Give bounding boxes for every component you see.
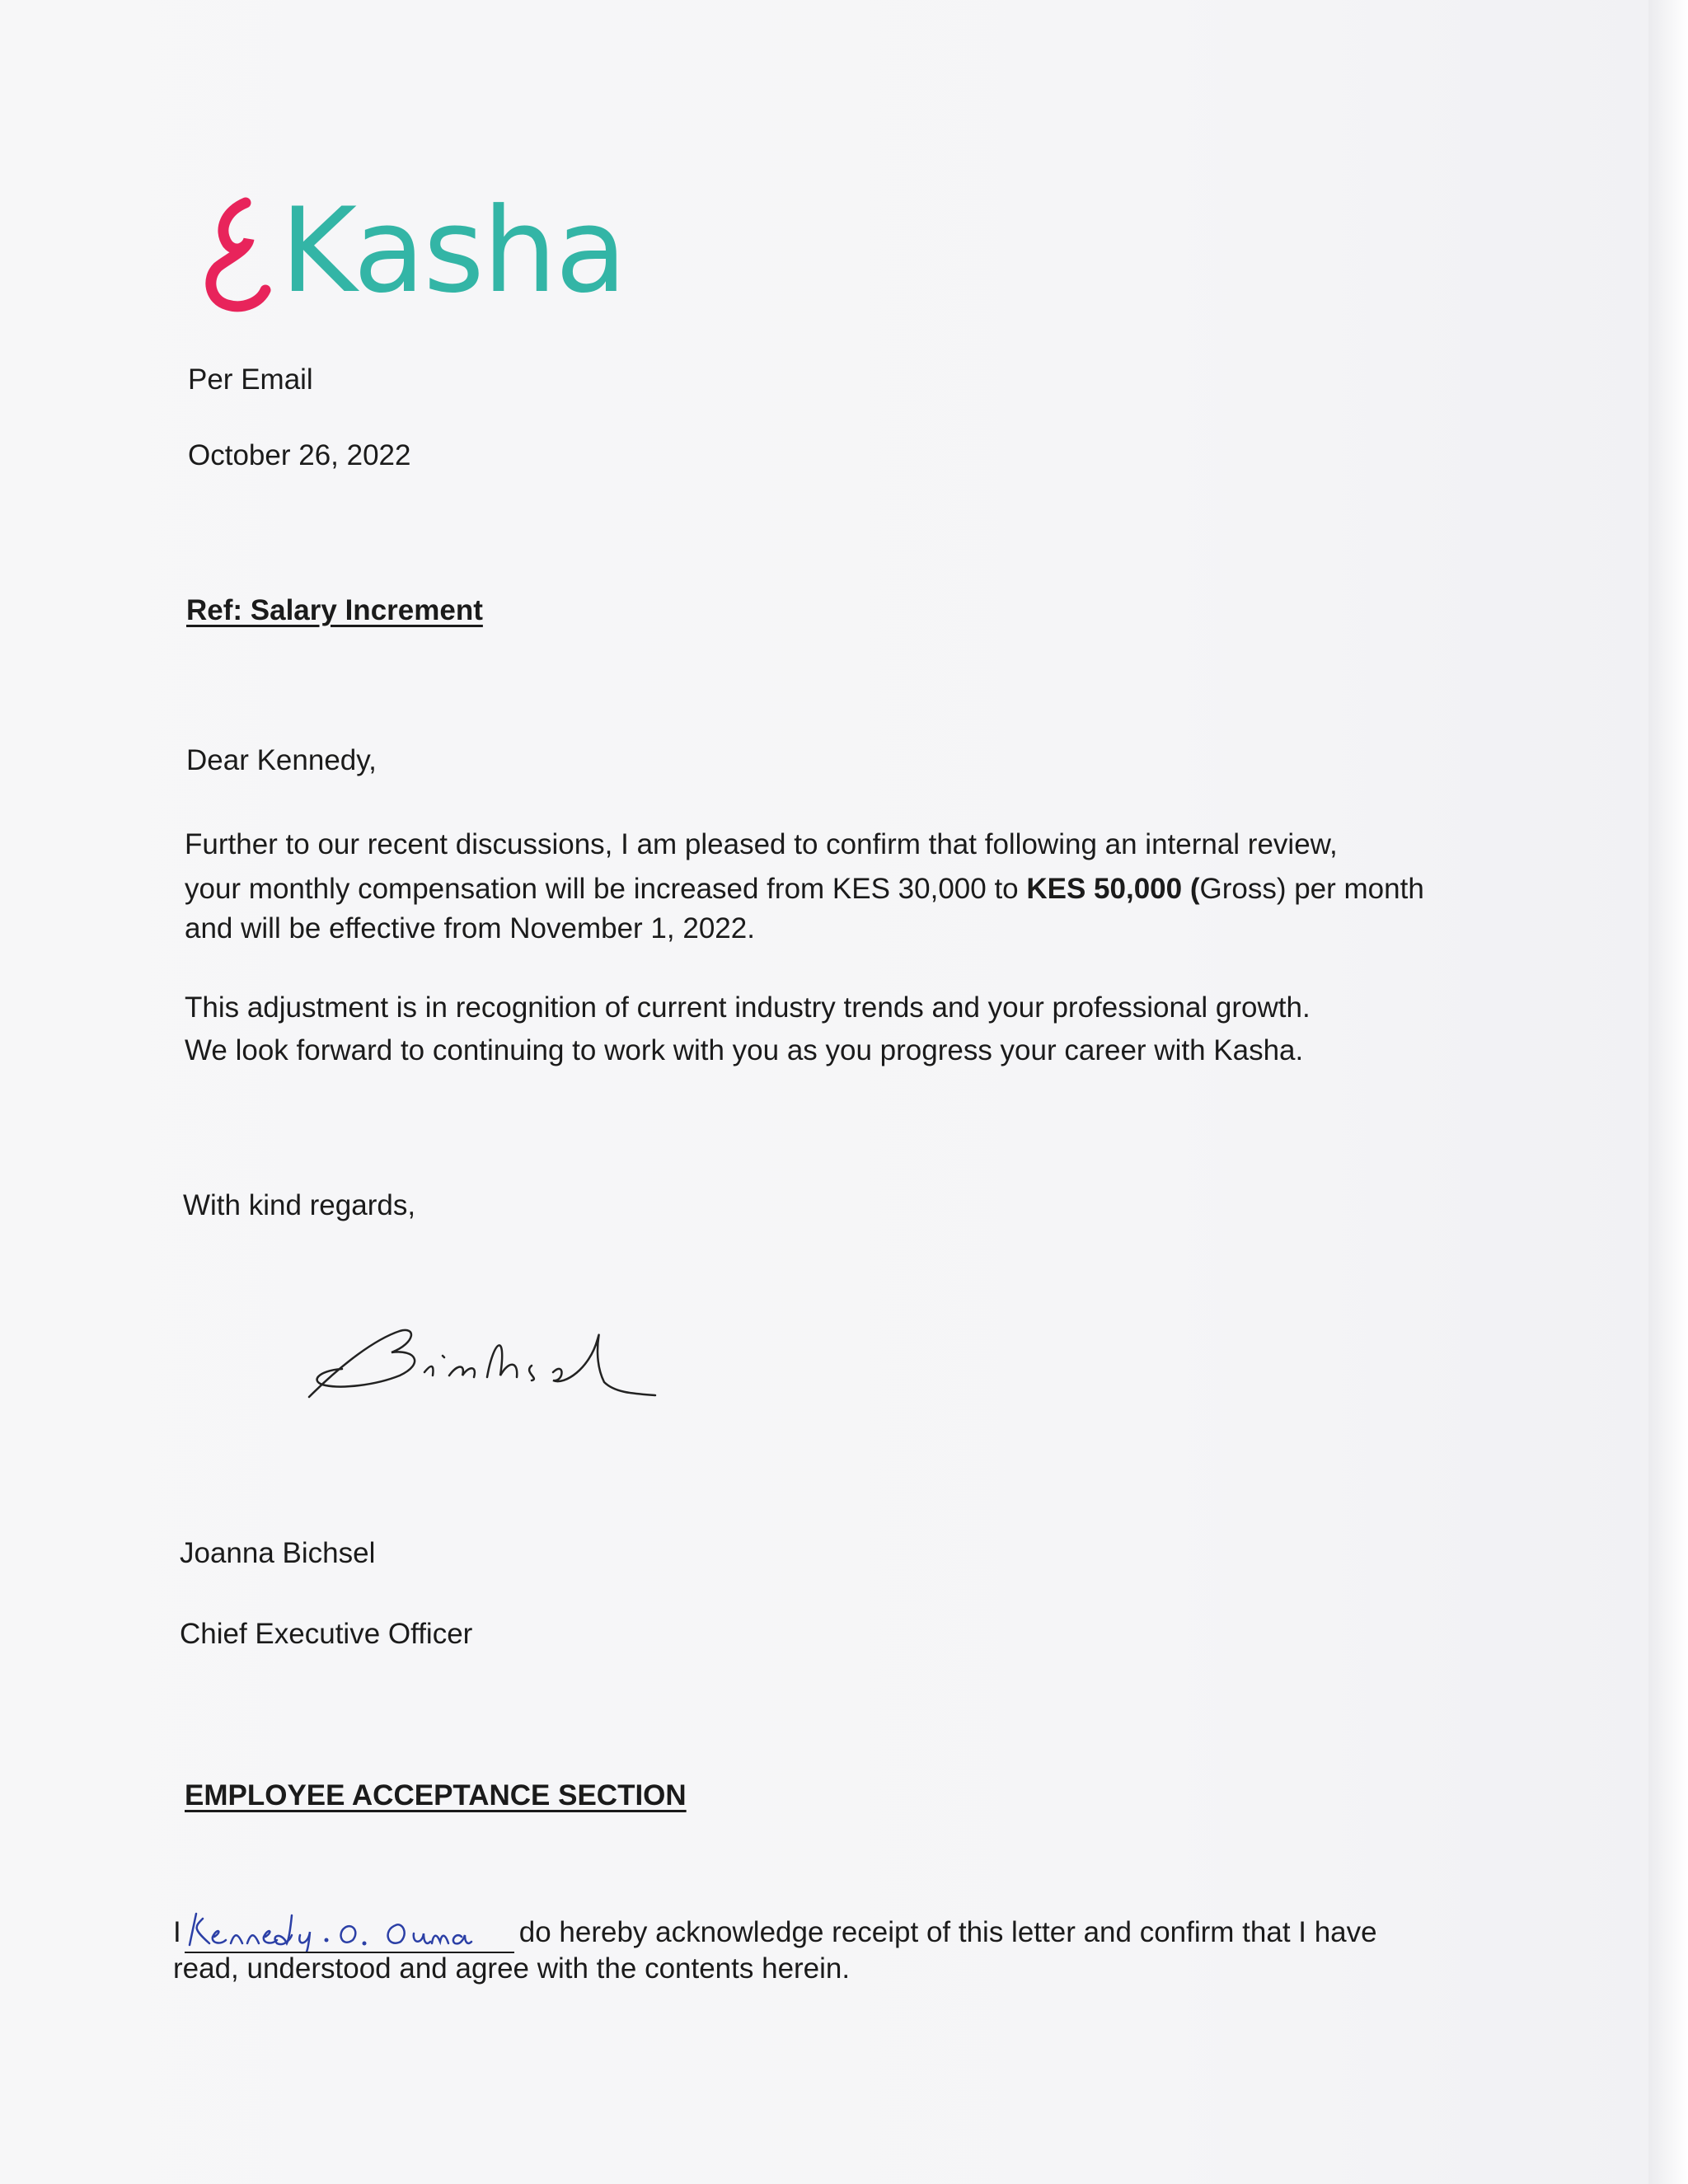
closing: With kind regards, [183, 1189, 416, 1221]
acceptance-prefix: I [173, 1916, 181, 1948]
handwritten-employee-name [185, 1907, 514, 1953]
signatory-name: Joanna Bichsel [180, 1537, 376, 1569]
kasha-logo [198, 181, 659, 321]
page-edge [1648, 0, 1688, 2184]
acceptance-line-2: read, understood and agree with the contents herein. [173, 1952, 851, 1985]
paragraph-1-line-3: and will be effective from November 1, 2022. [185, 912, 755, 944]
letter-date: October 26, 2022 [188, 439, 411, 471]
paragraph-2-line-1: This adjustment is in recognition of current industry trends and your professional growth. [185, 991, 1311, 1024]
delivery-method: Per Email [188, 363, 313, 396]
new-salary: KES 50,000 ( [1026, 873, 1200, 905]
salutation: Dear Kennedy, [186, 744, 377, 776]
kasha-wordmark: Kasha [280, 183, 626, 319]
acceptance-line-1 [173, 1907, 1377, 1953]
reference-heading: Ref: Salary Increment [186, 594, 483, 626]
paragraph-1-line-2-text: your monthly compensation will be increased from KES 30,000 to [185, 873, 1027, 905]
signatory-title: Chief Executive Officer [180, 1618, 473, 1650]
paragraph-1-line-1: Further to our recent discussions, I am pleased to confirm that following an internal review, [185, 828, 1338, 860]
paragraph-1-line-2 [185, 869, 1424, 910]
kasha-mark-icon [198, 181, 272, 321]
paragraph-1-line-2-end: Gross) per month [1199, 873, 1424, 905]
acceptance-line-1-text: do hereby acknowledge receipt of this letter and confirm that I have [518, 1916, 1377, 1948]
ceo-signature [293, 1306, 672, 1413]
acceptance-heading: EMPLOYEE ACCEPTANCE SECTION [185, 1779, 687, 1811]
paragraph-2-line-2: We look forward to continuing to work with you as you progress your career with Kasha. [185, 1034, 1304, 1066]
